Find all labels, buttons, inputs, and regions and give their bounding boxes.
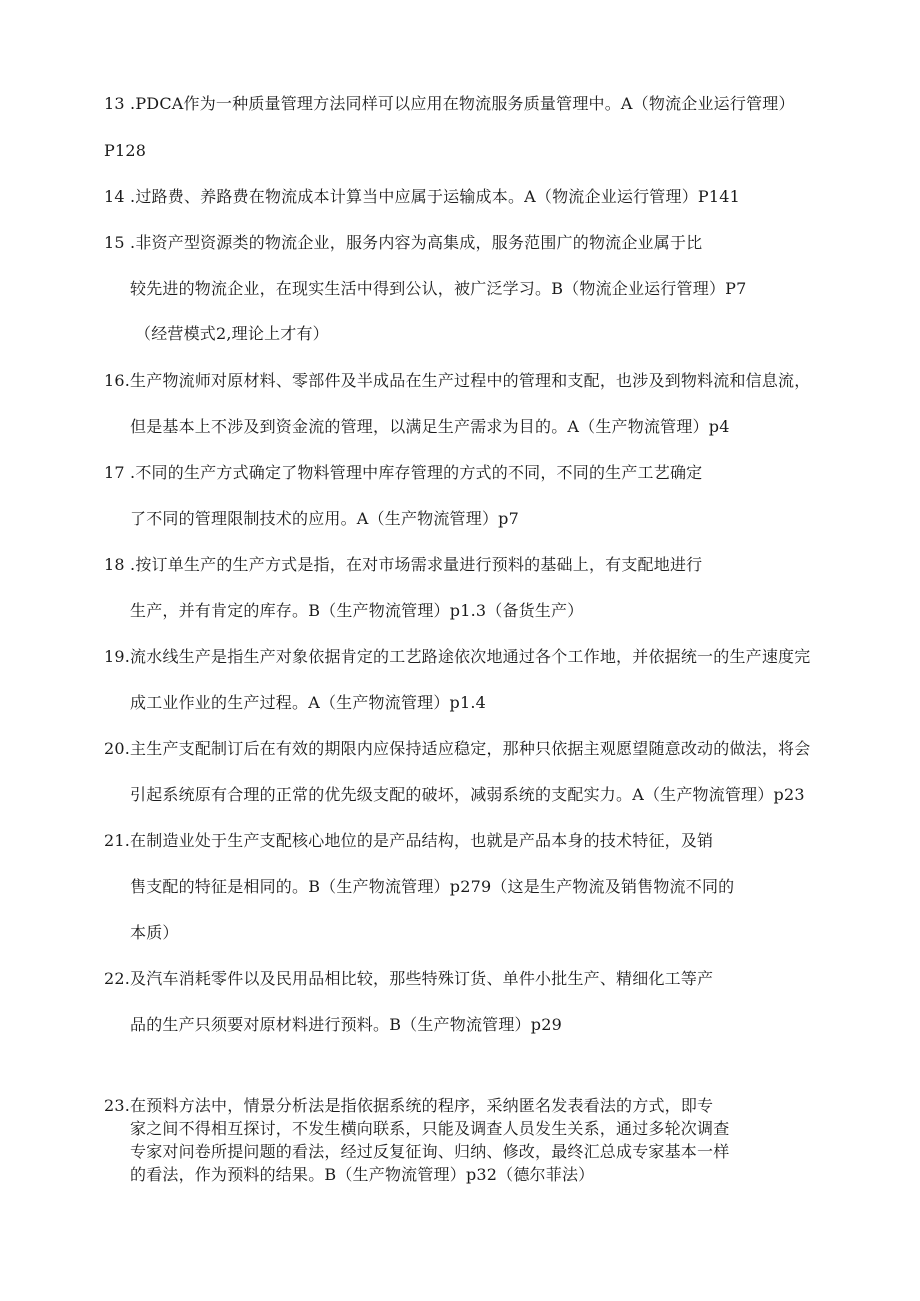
item-22-number: 22	[104, 969, 125, 988]
item-21-line-1: 21.在制造业处于生产支配核心地位的是产品结构，也就是产品本身的技术特征，及销	[104, 831, 714, 850]
item-16-line-1: 16.生产物流师对原材料、零部件及半成品在生产过程中的管理和支配，也涉及到物料流和信息流，	[104, 371, 811, 390]
item-18-number: 18	[104, 555, 125, 574]
item-17-line-2: 了不同的管理限制技术的应用。A（生产物流管理）p7	[130, 509, 519, 528]
item-13-line-1: 13 .PDCA作为一种质量管理方法同样可以应用在物流服务质量管理中。A（物流企业运行管理）	[104, 94, 795, 113]
item-15-line-1: 15 .非资产型资源类的物流企业，服务内容为高集成，服务范围广的物流企业属于比	[104, 233, 703, 252]
item-21-line-3: 本质）	[130, 923, 179, 942]
item-23-line-2: 家之间不得相互探讨，不发生横向联系，只能及调查人员发生关系，通过多轮次调查	[130, 1119, 730, 1138]
item-17-line-1: 17 .不同的生产方式确定了物料管理中库存管理的方式的不同，不同的生产工艺确定	[104, 463, 703, 482]
item-13-line-2: P128	[104, 141, 147, 160]
item-23-line-3: 专家对问卷所提问题的看法，经过反复征询、归纳、修改，最终汇总成专家基本一样	[130, 1142, 730, 1161]
item-20-number: 20	[104, 739, 125, 758]
item-16-number: 16	[104, 371, 125, 390]
item-22-line-2: 品的生产只须要对原材料进行预料。B（生产物流管理）p29	[130, 1015, 562, 1034]
item-15-line-3: （经营模式2,理论上才有）	[135, 324, 329, 343]
item-14-number: 14	[104, 187, 125, 206]
item-14-line-1: 14 .过路费、养路费在物流成本计算当中应属于运输成本。A（物流企业运行管理）P141	[104, 187, 740, 206]
item-15-line-2: 较先进的物流企业，在现实生活中得到公认，被广泛学习。B（物流企业运行管理）P7	[130, 279, 747, 298]
item-19-number: 19	[104, 647, 125, 666]
item-17-number: 17	[104, 463, 125, 482]
item-23-number: 23	[104, 1096, 125, 1115]
item-20-line-1: 20.主生产支配制订后在有效的期限内应保持适应稳定，那种只依据主观愿望随意改动的做法，将会	[104, 739, 811, 758]
item-23-block	[104, 1094, 920, 1186]
item-15-number: 15	[104, 233, 125, 252]
item-19-line-1: 19.流水线生产是指生产对象依据肯定的工艺路途依次地通过各个工作地，并依据统一的生产速度完	[104, 647, 811, 666]
item-21-number: 21	[104, 831, 125, 850]
item-23-line-1: 23.在预料方法中，情景分析法是指依据系统的程序，采纳匿名发表看法的方式，即专	[104, 1096, 714, 1115]
item-16-line-2: 但是基本上不涉及到资金流的管理，以满足生产需求为目的。A（生产物流管理）p4	[130, 417, 730, 436]
item-18-line-1: 18 .按订单生产的生产方式是指，在对市场需求量进行预料的基础上，有支配地进行	[104, 555, 703, 574]
item-22-line-1: 22.及汽车消耗零件以及民用品相比较，那些特殊订货、单件小批生产、精细化工等产	[104, 969, 714, 988]
item-21-line-2: 售支配的特征是相同的。B（生产物流管理）p279（这是生产物流及销售物流不同的	[130, 877, 735, 896]
item-18-line-2: 生产，并有肯定的库存。B（生产物流管理）p1.3（备货生产）	[130, 601, 584, 620]
item-13-number: 13	[104, 94, 125, 113]
item-23-line-4: 的看法，作为预料的结果。B（生产物流管理）p32（德尔菲法）	[130, 1165, 595, 1184]
item-20-line-2: 引起系统原有合理的正常的优先级支配的破坏，减弱系统的支配实力。A（生产物流管理）p23	[130, 785, 805, 804]
item-19-line-2: 成工业作业的生产过程。A（生产物流管理）p1.4	[130, 693, 487, 712]
